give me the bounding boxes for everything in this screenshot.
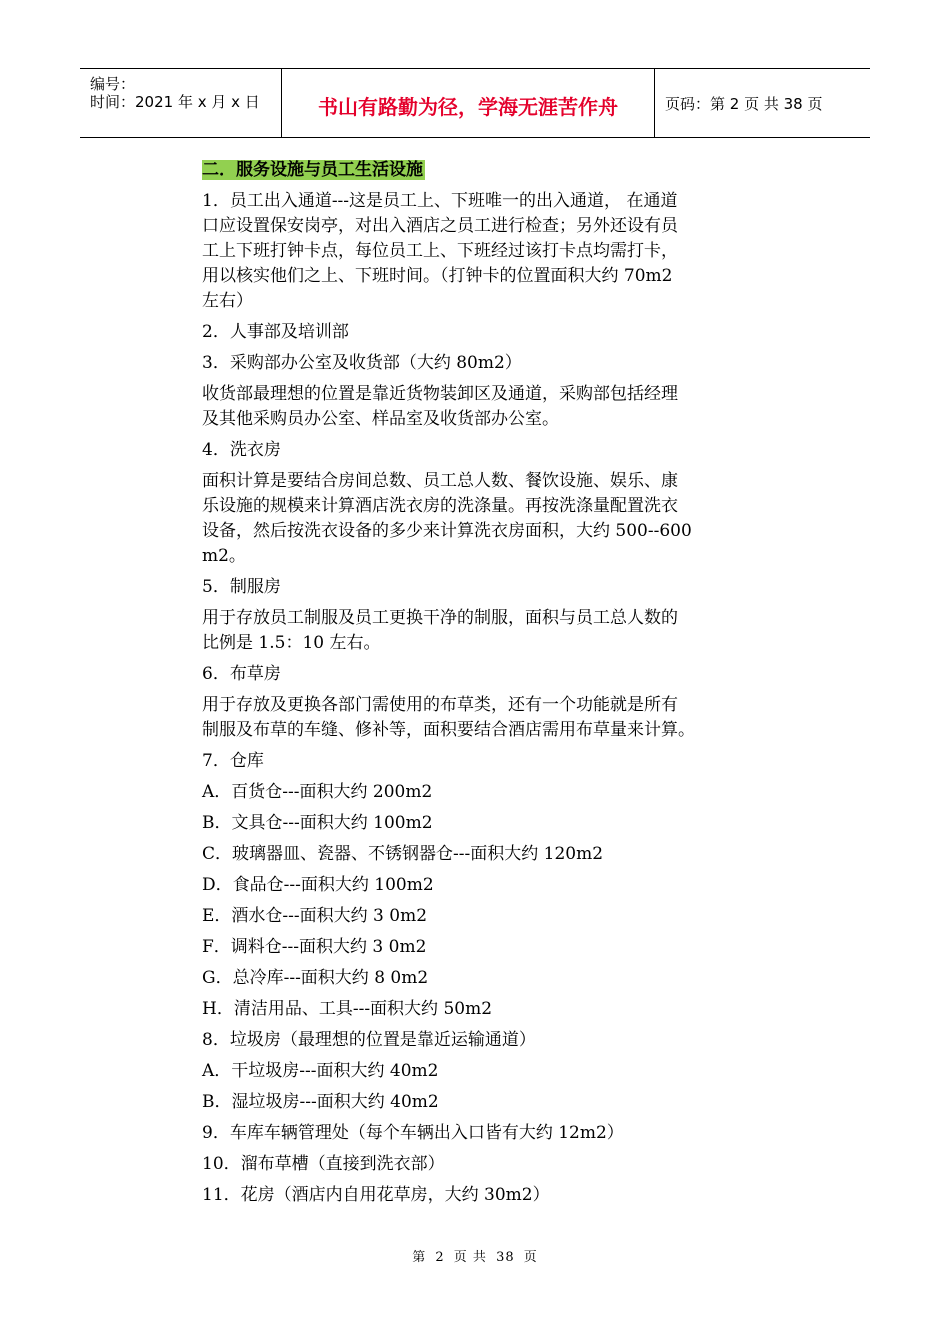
- body-line: 11．花房（酒店内自用花草房，大约 30m2）: [202, 1185, 550, 1205]
- body-line: F．调料仓---面积大约 3 0m2: [202, 937, 427, 957]
- body-line: B．文具仓---面积大约 100m2: [202, 813, 433, 833]
- footer-prefix: 第: [412, 1250, 427, 1265]
- body-line: 1．员工出入通道---这是员工上、下班唯一的出入通道， 在通道: [202, 191, 678, 211]
- body-line: G．总冷库---面积大约 8 0m2: [202, 968, 429, 988]
- header-middle-cell: [282, 69, 655, 137]
- body-line: 8．垃圾房（最理想的位置是靠近运输通道）: [202, 1030, 536, 1050]
- header-left-cell: [80, 69, 282, 137]
- header-page-label: 页码：第 2 页 共 38 页: [665, 95, 823, 113]
- body-line: 用以核实他们之上、下班时间。（打钟卡的位置面积大约 70m2: [202, 266, 673, 286]
- body-line: 7．仓库: [202, 751, 264, 771]
- body-line: B．湿垃圾房---面积大约 40m2: [202, 1092, 439, 1112]
- body-line: A．干垃圾房---面积大约 40m2: [202, 1061, 439, 1081]
- page-header: [80, 68, 870, 138]
- body-line: 口应设置保安岗亭，对出入酒店之员工进行检查；另外还设有员: [202, 216, 678, 236]
- footer-suffix: 页: [523, 1250, 538, 1265]
- body-line: m2。: [202, 546, 246, 566]
- body-line: 制服及布草的车缝、修补等，面积要结合酒店需用布草量来计算。: [202, 720, 695, 740]
- body-line: 左右）: [202, 291, 253, 311]
- footer-total-pages: 38: [496, 1250, 515, 1265]
- header-motto: 书山有路勤为径，学海无涯苦作舟: [318, 95, 618, 119]
- header-right-cell: [655, 69, 870, 137]
- body-line: 5．制服房: [202, 577, 281, 597]
- body-line: 比例是 1.5：10 左右。: [202, 633, 381, 653]
- body-line: 10．溜布草槽（直接到洗衣部）: [202, 1154, 445, 1174]
- body-line: 乐设施的规模来计算酒店洗衣房的洗涤量。再按洗涤量配置洗衣: [202, 496, 678, 516]
- document-number-label: 编号：: [90, 75, 136, 93]
- body-line: 设备，然后按洗衣设备的多少来计算洗衣房面积，大约 500--600: [202, 521, 692, 541]
- section-heading-text: 二．服务设施与员工生活设施: [202, 160, 423, 180]
- body-line: D．食品仓---面积大约 100m2: [202, 875, 434, 895]
- document-time-label: 时间：2021 年 x 月 x 日: [90, 93, 260, 111]
- page-footer: [0, 1246, 950, 1265]
- section-heading: [202, 158, 425, 183]
- body-line: 用于存放员工制服及员工更换干净的制服，面积与员工总人数的: [202, 608, 678, 628]
- body-line: E．酒水仓---面积大约 3 0m2: [202, 906, 428, 926]
- body-line: 面积计算是要结合房间总数、员工总人数、餐饮设施、娱乐、康: [202, 471, 678, 491]
- body-line: 及其他采购员办公室、样品室及收货部办公室。: [202, 409, 559, 429]
- body-line: 2．人事部及培训部: [202, 322, 349, 342]
- body-line: 4．洗衣房: [202, 440, 281, 460]
- body-line: 工上下班打钟卡点，每位员工上、下班经过该打卡点均需打卡，: [202, 241, 678, 261]
- footer-mid: 页 共: [453, 1250, 487, 1265]
- body-line: 收货部最理想的位置是靠近货物装卸区及通道，采购部包括经理: [202, 384, 678, 404]
- body-line: 用于存放及更换各部门需使用的布草类，还有一个功能就是所有: [202, 695, 678, 715]
- body-line: C．玻璃器皿、瓷器、不锈钢器仓---面积大约 120m2: [202, 844, 604, 864]
- body-line: A．百货仓---面积大约 200m2: [202, 782, 433, 802]
- body-line: 3．采购部办公室及收货部（大约 80m2）: [202, 353, 522, 373]
- body-line: H．清洁用品、工具---面积大约 50m2: [202, 999, 493, 1019]
- footer-current-page: 2: [435, 1250, 445, 1265]
- body-line: 6．布草房: [202, 664, 281, 684]
- body-line: 9．车库车辆管理处（每个车辆出入口皆有大约 12m2）: [202, 1123, 624, 1143]
